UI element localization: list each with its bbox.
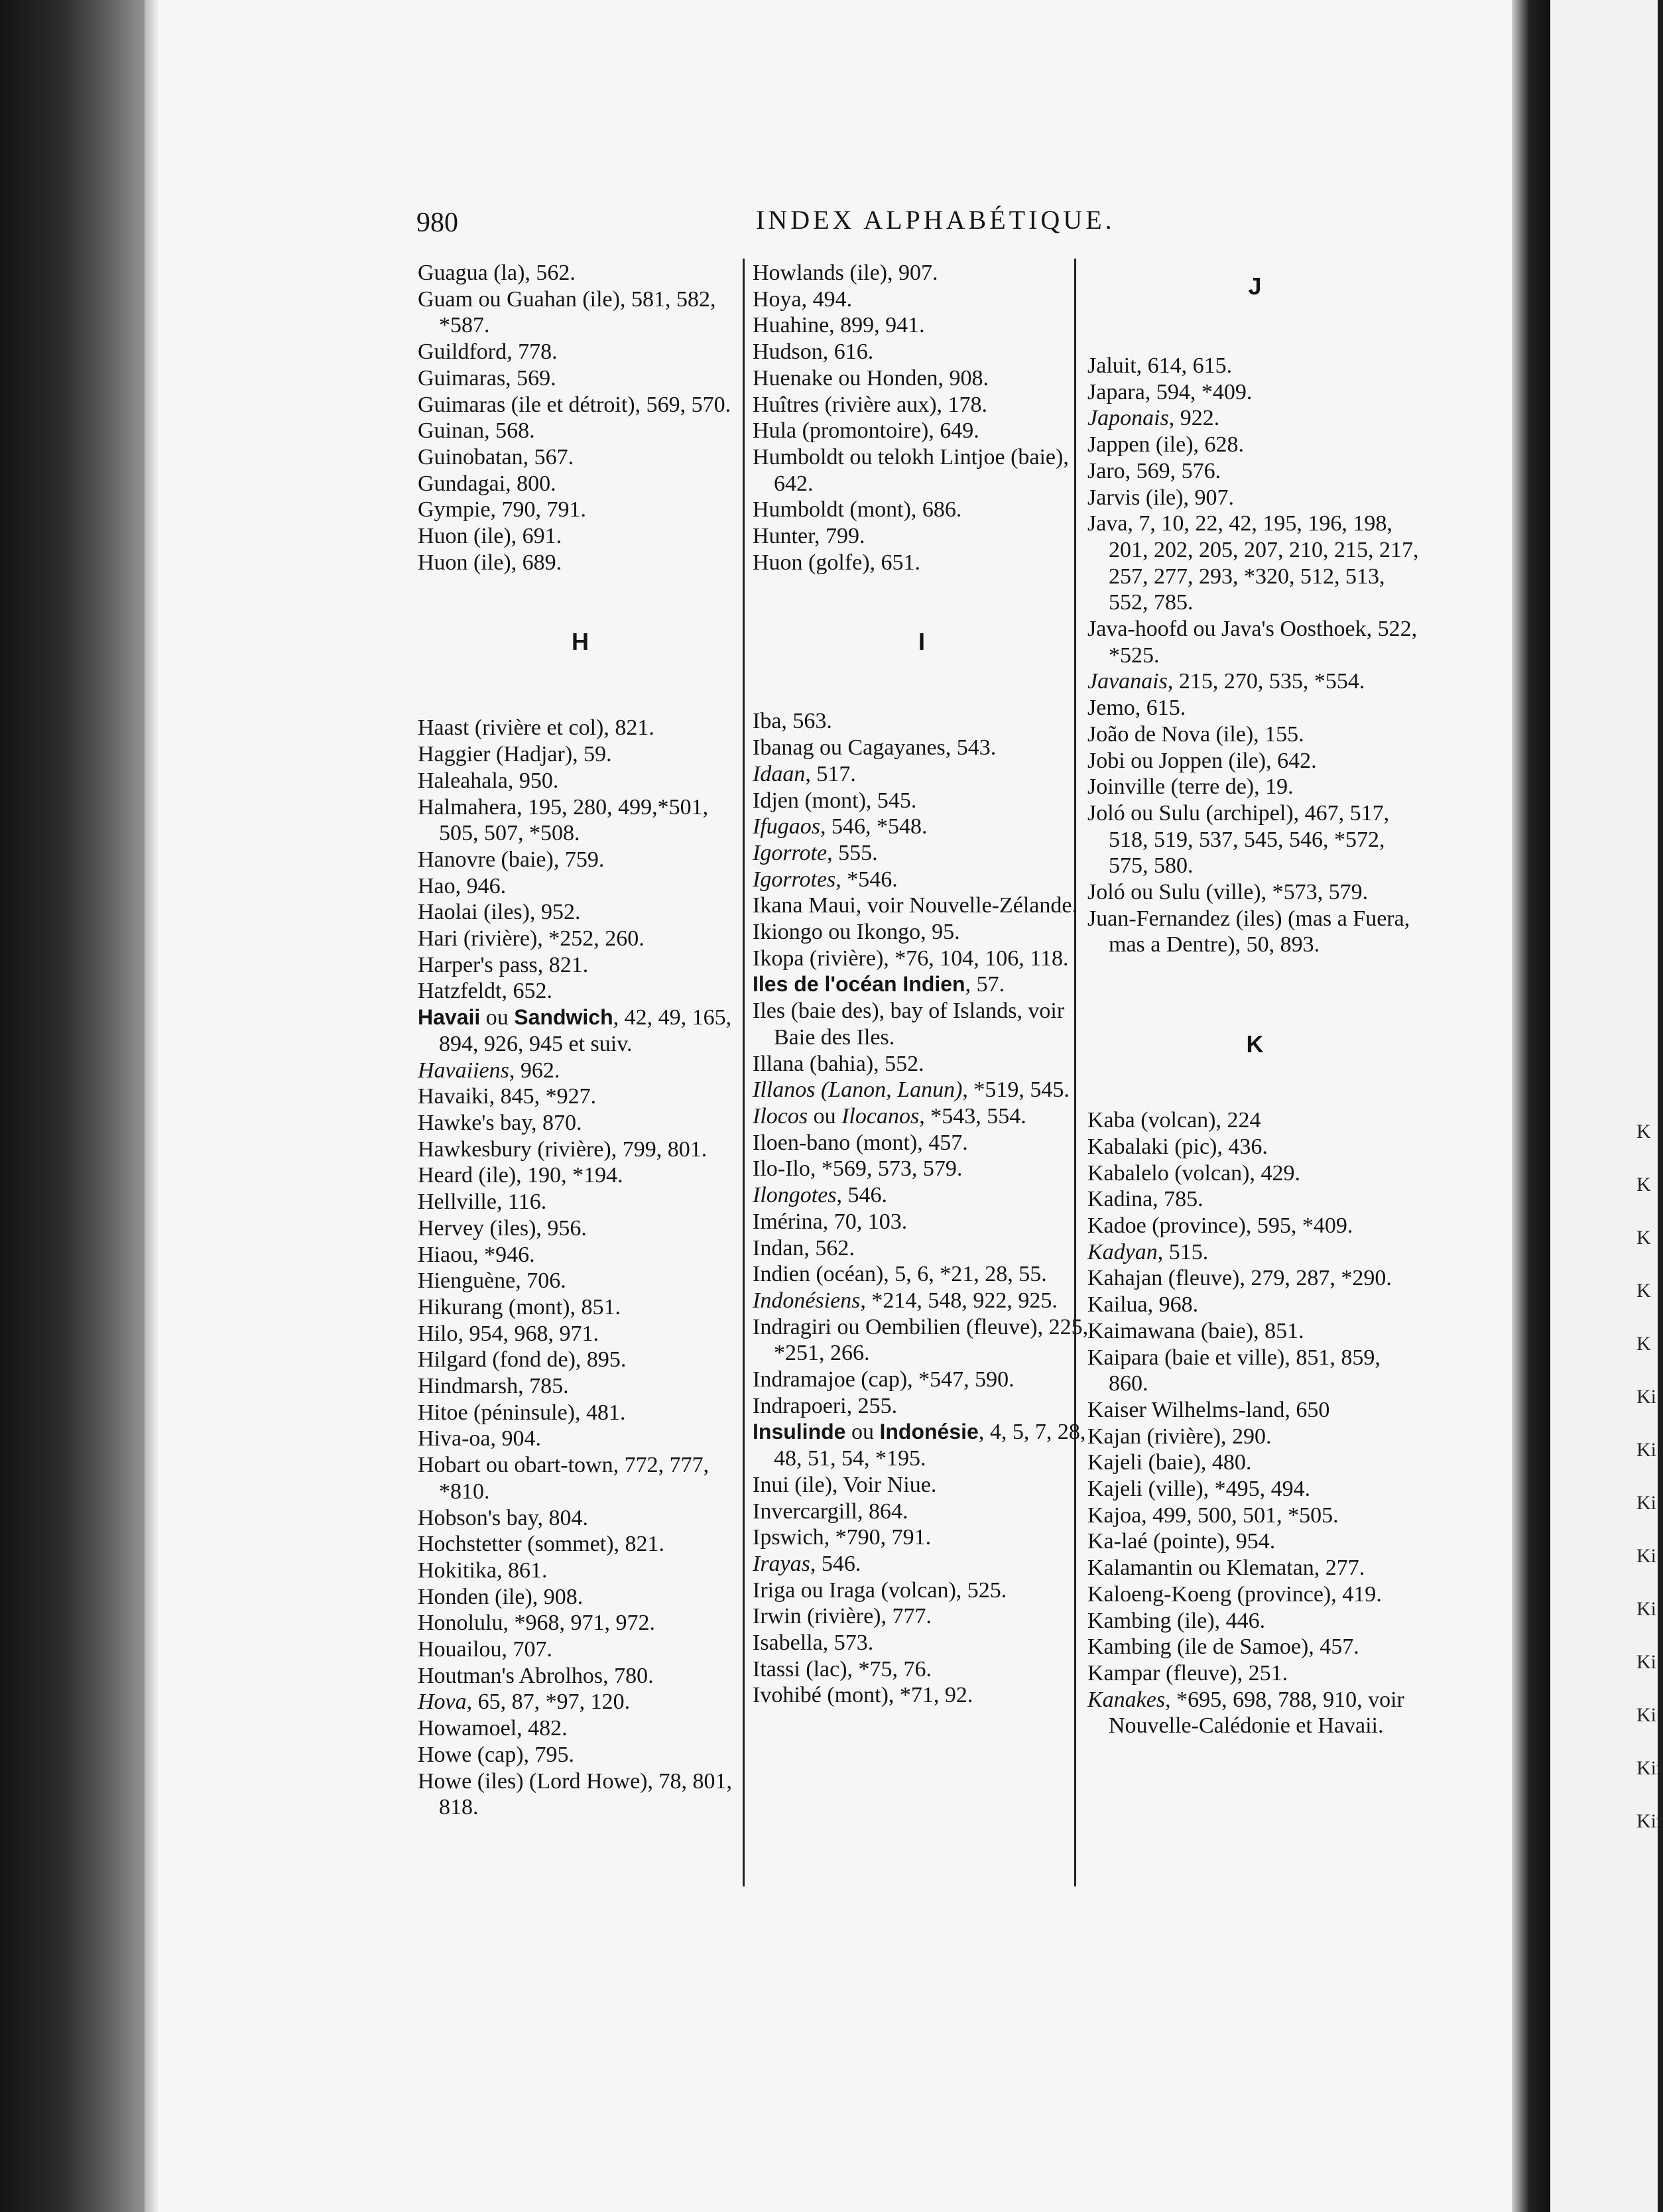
index-entry: [753, 1551, 1091, 1577]
index-entry: [753, 814, 1091, 840]
index-entry: Hatzfeldt, 652.: [418, 979, 552, 1004]
index-entry: Illana (bahia), 552.: [753, 1051, 924, 1076]
entry-italic: Kadyan: [1087, 1239, 1158, 1264]
index-entry: Jarvis (ile), 907.: [1087, 485, 1234, 510]
index-entry: Juan-Fernandez (iles) (mas a Fuera, mas a Dentre), 50, 893.: [1087, 906, 1410, 957]
index-entry: Iles (baie des), bay of Islands, voir Baie des Iles.: [753, 999, 1065, 1050]
index-entry: Hula (promontoire), 649.: [753, 418, 979, 444]
index-entry: [1087, 1239, 1422, 1266]
index-entry: Howe (iles) (Lord Howe), 78, 801, 818.: [418, 1768, 732, 1820]
index-column-2: [753, 260, 1091, 1709]
index-entry: Kaimawana (baie), 851.: [1087, 1318, 1304, 1343]
entry-text: ou: [480, 1005, 515, 1030]
index-entry: Kambing (ile de Samoe), 457.: [1087, 1634, 1359, 1660]
index-entry: Hari (rivière), *252, 260.: [418, 926, 645, 952]
index-entry: Huenake ou Honden, 908.: [753, 365, 989, 391]
index-entry: Guam ou Guahan (ile), 581, 582, *587.: [418, 286, 716, 338]
index-entry: Kambing (ile), 446.: [1087, 1608, 1266, 1633]
index-entry: Jaro, 569, 576.: [1087, 458, 1221, 483]
next-page-letter: Ki: [1636, 1704, 1656, 1726]
index-entry: [753, 971, 1091, 998]
index-entry: Kajeli (ville), *495, 494.: [1087, 1477, 1311, 1502]
next-page-letter: Kir: [1636, 1757, 1663, 1779]
index-entry: Jemo, 615.: [1087, 696, 1186, 721]
entry-text: , *519, 545.: [962, 1077, 1070, 1103]
index-entry: Hokitika, 861.: [418, 1558, 548, 1583]
entry-text: , 42, 49, 165, 894, 926, 945 et suiv.: [439, 1005, 732, 1056]
index-entry: [753, 761, 1091, 788]
entry-italic: Hova: [418, 1690, 467, 1715]
index-entry: Imérina, 70, 103.: [753, 1209, 908, 1234]
next-page-letter: K: [1636, 1333, 1651, 1355]
index-entry: Hawke's bay, 870.: [418, 1110, 582, 1135]
index-entry: Huon (ile), 691.: [418, 524, 562, 549]
index-entry: Ipswich, *790, 791.: [753, 1525, 932, 1550]
index-entry: Guimaras, 569.: [418, 365, 556, 391]
index-entry: Kadoe (province), 595, *409.: [1087, 1213, 1353, 1238]
index-entry: Haleahala, 950.: [418, 768, 559, 793]
index-entry: Hikurang (mont), 851.: [418, 1294, 621, 1320]
entry-italic: Javanais: [1087, 669, 1168, 694]
entry-bold: Havaii: [418, 1005, 481, 1030]
entry-italic: Ifugaos: [753, 814, 820, 839]
index-entry: Kampar (fleuve), 251.: [1087, 1660, 1288, 1686]
index-entry: Iloen-bano (mont), 457.: [753, 1130, 968, 1155]
index-entry: Hobson's bay, 804.: [418, 1505, 589, 1530]
index-entry: Indramajoe (cap), *547, 590.: [753, 1367, 1015, 1392]
entry-text: , *546.: [835, 867, 898, 892]
entry-text: , 517.: [805, 761, 856, 786]
next-page-letter: K: [1636, 1280, 1651, 1302]
index-entry: [753, 1419, 1091, 1471]
index-entry: Joinville (terre de), 19.: [1087, 774, 1294, 800]
index-entry: Hitoe (péninsule), 481.: [418, 1400, 626, 1425]
entry-italic: Illanos (Lanon, Lanun): [753, 1077, 963, 1103]
index-entry: Honden (ile), 908.: [418, 1584, 584, 1609]
index-entry: Itassi (lac), *75, 76.: [753, 1656, 932, 1682]
index-entry: Gundagai, 800.: [418, 471, 556, 496]
index-column-3: [1087, 260, 1422, 1739]
index-entry: [1087, 1687, 1422, 1739]
index-entry: [418, 1689, 743, 1715]
entry-text: ou: [808, 1103, 842, 1129]
index-entry: Honolulu, *968, 971, 972.: [418, 1611, 655, 1636]
index-entry: Jobi ou Joppen (ile), 642.: [1087, 748, 1317, 773]
running-head: INDEX ALPHABÉTIQUE.: [756, 205, 1115, 235]
index-entry: Kailua, 968.: [1087, 1292, 1199, 1318]
entry-italic: Ilocanos: [841, 1103, 920, 1129]
index-entry: Jappen (ile), 628.: [1087, 432, 1245, 458]
entry-bold: Indonésie: [879, 1420, 979, 1444]
next-page-letter: Ki: [1636, 1386, 1656, 1408]
letter-heading-h: H: [572, 628, 589, 656]
entry-italic: Idaan: [753, 761, 806, 786]
entry-text: , *214, 548, 922, 925.: [860, 1288, 1058, 1313]
index-entry: [753, 1288, 1091, 1314]
entries-g: [418, 260, 743, 576]
entry-text: , 922.: [1168, 406, 1220, 431]
entry-italic: Irayas: [753, 1551, 810, 1576]
index-entry: [753, 840, 1091, 867]
index-entry: Guinobatan, 567.: [418, 444, 574, 469]
index-entry: Harper's pass, 821.: [418, 952, 589, 977]
column-rule: [743, 259, 745, 1886]
next-page-letter: Kir: [1636, 1810, 1663, 1832]
index-entry: Indan, 562.: [753, 1235, 855, 1260]
index-entry: Indien (océan), 5, 6, *21, 28, 55.: [753, 1262, 1047, 1287]
index-entry: Huahine, 899, 941.: [753, 313, 925, 338]
index-entry: Heard (ile), 190, *194.: [418, 1163, 623, 1188]
index-entry: Huon (ile), 689.: [418, 550, 562, 575]
index-entry: Indrapoeri, 255.: [753, 1393, 898, 1418]
index-entry: Humboldt (mont), 686.: [753, 497, 962, 522]
index-entry: Hao, 946.: [418, 873, 507, 898]
letter-heading-i: I: [918, 628, 925, 656]
entry-text: , 962.: [509, 1058, 560, 1083]
index-entry: [753, 1182, 1091, 1209]
entry-text: , 546.: [836, 1183, 888, 1208]
index-entry: Hiaou, *946.: [418, 1242, 535, 1267]
index-entry: [753, 1077, 1091, 1103]
entry-text: , *695, 698, 788, 910, voir Nouvelle-Calédonie et Havaii.: [1109, 1687, 1404, 1739]
entry-text: ou: [845, 1420, 880, 1445]
book-gutter: [1512, 0, 1550, 2212]
index-entry: Hellville, 116.: [418, 1190, 547, 1215]
next-page-letter: Ki: [1636, 1492, 1656, 1514]
index-entry: Kalamantin ou Klematan, 277.: [1087, 1556, 1365, 1581]
index-entry: Iba, 563.: [753, 709, 832, 734]
index-entry: Hilo, 954, 968, 971.: [418, 1321, 599, 1346]
index-entry: Guimaras (ile et détroit), 569, 570.: [418, 392, 731, 417]
index-entry: Kadina, 785.: [1087, 1187, 1203, 1212]
index-entry: Java, 7, 10, 22, 42, 195, 196, 198, 201, 202, 205, 207, 210, 215, 217, 257, 277, 293, *320, 512, 513, 552, 785.: [1087, 511, 1419, 615]
index-entry: Hiva-oa, 904.: [418, 1426, 542, 1451]
entry-text: , 555.: [827, 840, 878, 865]
index-entry: Kabalelo (volcan), 429.: [1087, 1160, 1300, 1186]
book-spine-shadow: [0, 0, 149, 2212]
index-entry: Kaba (volcan), 224: [1087, 1108, 1261, 1133]
entry-italic: Igorrote: [753, 840, 828, 865]
index-entry: Ivohibé (mont), *71, 92.: [753, 1683, 973, 1708]
index-entry: Howlands (ile), 907.: [753, 261, 938, 285]
letter-heading-j: J: [1248, 273, 1262, 300]
next-page-letter: Ki: [1636, 1598, 1656, 1620]
index-entry: Guinan, 568.: [418, 418, 535, 444]
entry-italic: Igorrotes: [753, 867, 836, 892]
index-entry: Hunter, 799.: [753, 524, 865, 549]
entry-text: , 4, 5, 7, 28, 48, 51, 54, *195.: [774, 1420, 1086, 1471]
entries-h: [418, 715, 743, 1821]
index-entry: Haast (rivière et col), 821.: [418, 715, 654, 741]
entry-italic: Indonésiens: [753, 1288, 861, 1313]
index-entry: Hoya, 494.: [753, 286, 853, 312]
index-entry: Kahajan (fleuve), 279, 287, *290.: [1087, 1266, 1392, 1291]
index-entry: Ikiongo ou Ikongo, 95.: [753, 920, 960, 945]
index-entry: Ibanag ou Cagayanes, 543.: [753, 735, 997, 761]
index-entry: Huon (golfe), 651.: [753, 550, 921, 575]
next-page-letter: Ki: [1636, 1439, 1656, 1461]
entry-text: , 546, *548.: [820, 814, 928, 839]
entry-italic: Ilongotes: [753, 1183, 837, 1208]
entries-k: [1087, 1107, 1422, 1739]
letter-heading-k: K: [1246, 1030, 1264, 1058]
index-entry: Hawkesbury (rivière), 799, 801.: [418, 1137, 708, 1162]
index-entry: João de Nova (ile), 155.: [1087, 721, 1304, 747]
index-entry: Joló ou Sulu (archipel), 467, 517, 518, 519, 537, 545, 546, *572, 575, 580.: [1087, 800, 1390, 879]
index-entry: Irwin (rivière), 777.: [753, 1604, 932, 1629]
index-entry: [418, 1005, 743, 1057]
entry-text: , 57.: [965, 972, 1005, 997]
entry-text: , 546.: [810, 1551, 861, 1576]
index-entry: Joló ou Sulu (ville), *573, 579.: [1087, 880, 1369, 905]
index-entry: [418, 1058, 743, 1084]
next-page-letter: K: [1636, 1227, 1651, 1249]
next-page-letter: K: [1636, 1174, 1651, 1196]
next-page-letter: Ki: [1636, 1545, 1656, 1567]
index-entry: Kaiser Wilhelms-land, 650: [1087, 1397, 1330, 1422]
entries-h-cont: [753, 260, 1091, 576]
entries-j: [1087, 353, 1422, 958]
entry-bold: Insulinde: [753, 1420, 846, 1444]
entry-bold: Sandwich: [514, 1005, 613, 1030]
index-entry: Hobart ou obart-town, 772, 777, *810.: [418, 1453, 709, 1504]
index-entry: Java-hoofd ou Java's Oosthoek, 522, *525.: [1087, 617, 1418, 668]
entry-italic: Japonais: [1087, 406, 1169, 431]
entry-text: , 65, 87, *97, 120.: [466, 1690, 631, 1715]
page-number: 980: [416, 208, 458, 238]
index-entry: Ka-laé (pointe), 954.: [1087, 1529, 1276, 1554]
index-entry: Hochstetter (sommet), 821.: [418, 1532, 665, 1557]
entries-i: [753, 708, 1091, 1709]
entry-bold: Iles de l'océan Indien: [753, 972, 965, 997]
index-entry: Kajan (rivière), 290.: [1087, 1424, 1272, 1449]
index-entry: Kaipara (baie et ville), 851, 859, 860.: [1087, 1345, 1381, 1396]
entry-text: , 215, 270, 535, *554.: [1167, 669, 1365, 694]
index-entry: [1087, 405, 1422, 432]
index-entry: [1087, 668, 1422, 695]
index-entry: Isabella, 573.: [753, 1630, 874, 1656]
index-entry: Houailou, 707.: [418, 1637, 553, 1662]
entry-italic: Havaiiens: [418, 1058, 509, 1083]
next-page-letter: Ki: [1636, 1651, 1656, 1673]
index-entry: Kajoa, 499, 500, 501, *505.: [1087, 1503, 1339, 1528]
entry-italic: Kanakes: [1087, 1687, 1166, 1712]
index-entry: Haolai (iles), 952.: [418, 900, 581, 925]
index-entry: Humboldt ou telokh Lintjoe (baie), 642.: [753, 444, 1069, 496]
index-entry: Havaiki, 845, *927.: [418, 1084, 597, 1109]
index-entry: Ilo-Ilo, *569, 573, 579.: [753, 1156, 963, 1182]
index-entry: Guagua (la), 562.: [418, 261, 576, 285]
index-entry: Howamoel, 482.: [418, 1716, 568, 1741]
index-entry: Halmahera, 195, 280, 499,*501, 505, 507, *508.: [418, 794, 709, 846]
index-entry: Hudson, 616.: [753, 339, 874, 365]
index-entry: Jaluit, 614, 615.: [1087, 353, 1233, 378]
entry-text: , *543, 554.: [919, 1103, 1026, 1129]
index-entry: Idjen (mont), 545.: [753, 788, 917, 813]
entry-text: , 515.: [1157, 1239, 1209, 1264]
index-entry: Hanovre (baie), 759.: [418, 847, 605, 872]
index-entry: Gympie, 790, 791.: [418, 497, 587, 522]
index-entry: Kajeli (baie), 480.: [1087, 1450, 1252, 1475]
index-entry: Hindmarsh, 785.: [418, 1374, 569, 1399]
index-entry: Guildford, 778.: [418, 339, 558, 365]
index-entry: Japara, 594, *409.: [1087, 379, 1253, 404]
index-entry: Huîtres (rivière aux), 178.: [753, 392, 988, 417]
index-column-1: [418, 260, 743, 1821]
index-entry: Kaloeng-Koeng (province), 419.: [1087, 1581, 1382, 1607]
index-entry: Indragiri ou Oembilien (fleuve), 225, *251, 266.: [753, 1314, 1089, 1366]
index-entry: [753, 1103, 1091, 1130]
entry-italic: Ilocos: [753, 1103, 808, 1129]
index-entry: Hervey (iles), 956.: [418, 1215, 587, 1241]
index-entry: Ikana Maui, voir Nouvelle-Zélande.: [753, 893, 1078, 918]
index-entry: Howe (cap), 795.: [418, 1742, 575, 1767]
index-entry: Inui (ile), Voir Niue.: [753, 1472, 937, 1497]
index-entry: Kabalaki (pic), 436.: [1087, 1134, 1268, 1159]
index-entry: Hienguène, 706.: [418, 1268, 566, 1294]
index-entry: Houtman's Abrolhos, 780.: [418, 1663, 654, 1688]
index-entry: Haggier (Hadjar), 59.: [418, 742, 612, 767]
next-page-letter: K: [1636, 1121, 1651, 1142]
index-entry: Hilgard (fond de), 895.: [418, 1347, 627, 1373]
next-page-edge: [1550, 0, 1663, 2212]
index-entry: Ikopa (rivière), *76, 104, 106, 118.: [753, 946, 1069, 971]
index-entry: [753, 867, 1091, 893]
index-entry: Iriga ou Iraga (volcan), 525.: [753, 1577, 1007, 1603]
index-entry: Invercargill, 864.: [753, 1499, 908, 1524]
